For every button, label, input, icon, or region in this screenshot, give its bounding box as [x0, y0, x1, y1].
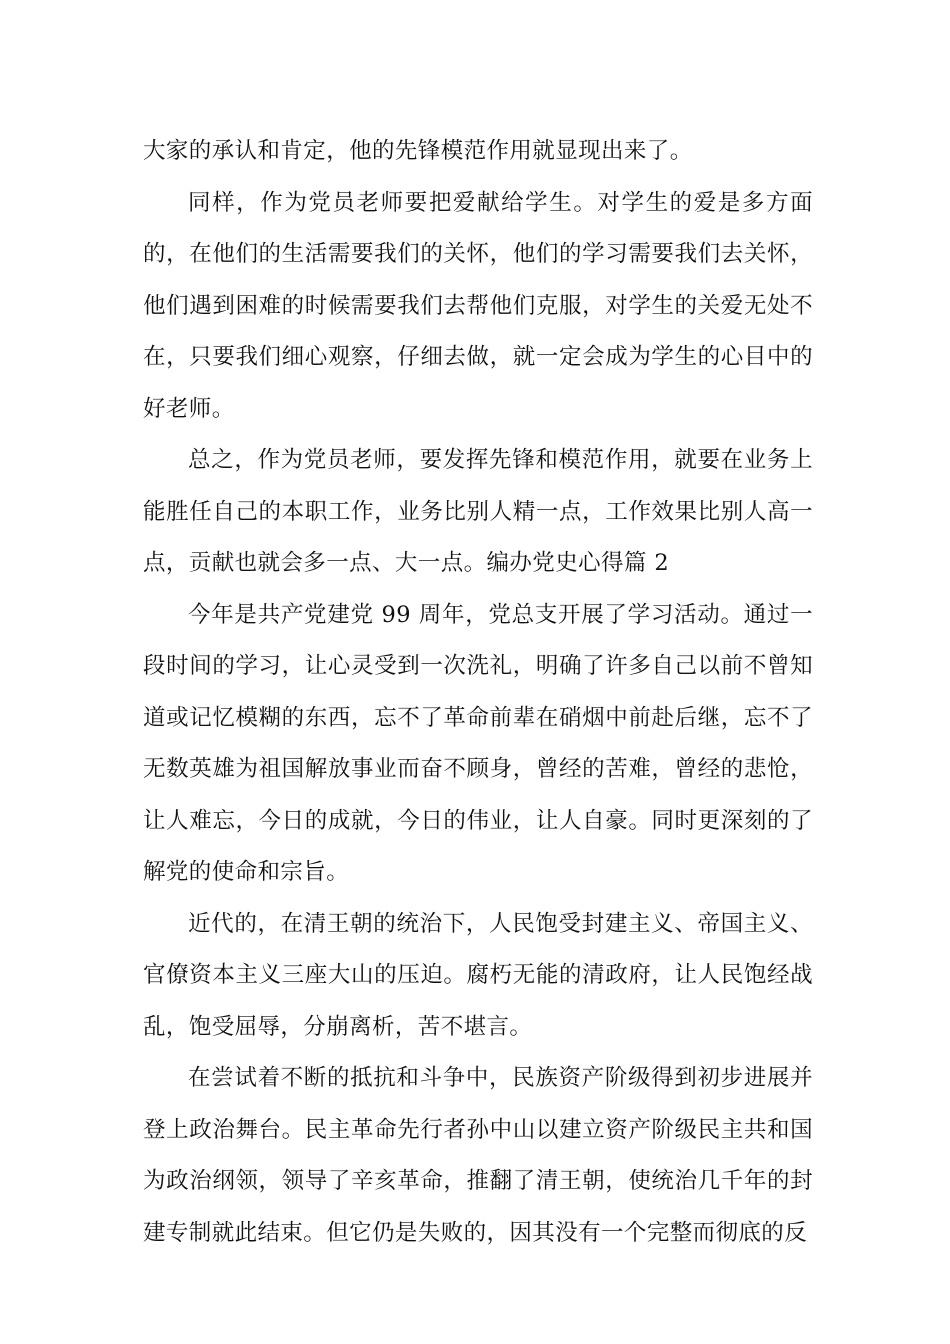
paragraph-5: 近代的，在清王朝的统治下，人民饱受封建主义、帝国主义、官僚资本主义三座大山的压迫。腐朽无能的清政府，让人民饱经战乱，饱受屈辱，分崩离析，苦不堪言。 — [143, 910, 813, 1040]
paragraph-3: 总之，作为党员老师，要发挥先锋和模范作用，就要在业务上能胜任自己的本职工作，业务比别人精一点，工作效果比别人高一点，贡献也就会多一点、大一点。编办党史心得篇 2 — [143, 447, 813, 576]
paragraph-6: 在尝试着不断的抵抗和斗争中，民族资产阶级得到初步进展并登上政治舞台。民主革命先行者孙中山以建立资产阶级民主共和国为政治纲领，领导了辛亥革命，推翻了清王朝，使统治几千年的封建专制就此结束。但它仍是失败的，因其没有一个完整而彻底的反 — [143, 1065, 813, 1246]
paragraph-2: 同样，作为党员老师要把爱献给学生。对学生的爱是多方面的，在他们的生活需要我们的关怀，他们的学习需要我们去关怀，他们遇到困难的时候需要我们去帮他们克服，对学生的关爱无处不在，只要我们细心观察，仔细去做，就一定会成为学生的心目中的好老师。 — [143, 189, 813, 422]
paragraph-1: 大家的承认和肯定，他的先锋模范作用就显现出来了。 — [143, 138, 693, 164]
paragraph-4: 今年是共产党建党 99 周年，党总支开展了学习活动。通过一段时间的学习，让心灵受到一次洗礼，明确了许多自己以前不曾知道或记忆模糊的东西，忘不了革命前辈在硝烟中前赴后继，忘不了无数英雄为祖国解放事业而奋不顾身，曾经的苦难，曾经的悲怆，让人难忘，今日的成就，今日的伟业，让人自豪。同时更深刻的了解党的使命和宗旨。 — [143, 601, 813, 885]
document-body — [143, 126, 813, 1259]
